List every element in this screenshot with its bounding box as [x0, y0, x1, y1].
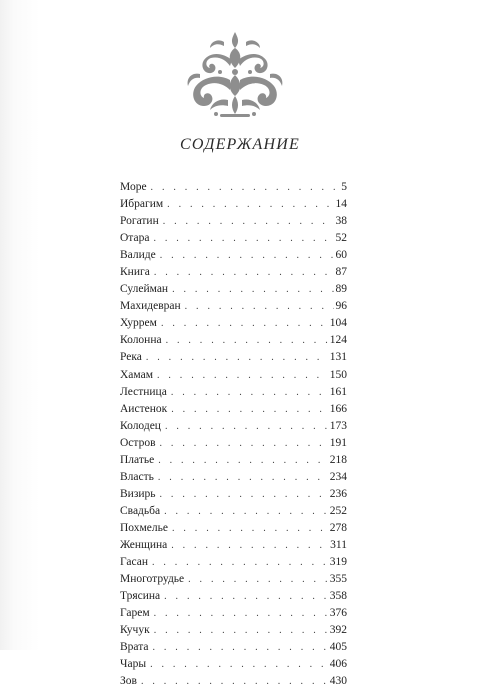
dot-leader — [157, 367, 328, 384]
toc-entry — [120, 367, 347, 384]
toc-entry — [120, 622, 347, 639]
toc-entry-page-number: 173 — [329, 419, 347, 432]
toc-entry-title: Валиде — [120, 249, 156, 262]
dot-leader — [158, 452, 328, 469]
toc-entry — [120, 605, 347, 622]
toc-entry-page-number: 406 — [329, 658, 347, 671]
toc-entry — [120, 486, 347, 503]
dot-leader — [160, 486, 328, 503]
toc-entry-page-number: 161 — [329, 385, 347, 398]
dot-leader — [141, 673, 328, 690]
dot-leader — [164, 588, 328, 605]
toc-entry-title: Махидевран — [120, 300, 181, 313]
toc-entry-title: Лестница — [120, 385, 167, 398]
toc-entry-page-number: 124 — [329, 334, 347, 347]
toc-entry — [120, 435, 347, 452]
damask-ornament-icon — [180, 30, 290, 122]
toc-entry-page-number: 52 — [335, 232, 347, 245]
toc-entry-title: Гасан — [120, 556, 148, 569]
dot-leader — [154, 622, 328, 639]
toc-entry-title: Зов — [120, 675, 137, 688]
dot-leader — [171, 401, 328, 418]
toc-entry — [120, 520, 347, 537]
toc-entry-page-number: 319 — [329, 556, 347, 569]
toc-entry — [120, 281, 347, 298]
dot-leader — [154, 605, 328, 622]
toc-entry — [120, 656, 347, 673]
toc-entry-page-number: 236 — [329, 487, 347, 500]
toc-entry — [120, 418, 347, 435]
dot-leader — [163, 213, 334, 230]
toc-entry-title: Ибрагим — [120, 198, 164, 211]
toc-entry-title: Кучук — [120, 624, 150, 637]
toc-entry-page-number: 278 — [329, 521, 347, 534]
toc-entry — [120, 673, 347, 690]
toc-entry-page-number: 14 — [335, 198, 347, 211]
toc-entry-title: Река — [120, 351, 142, 364]
toc-entry-page-number: 234 — [329, 470, 347, 483]
toc-entry-title: Чары — [120, 658, 147, 671]
dot-leader — [153, 230, 333, 247]
toc-entry — [120, 179, 347, 196]
toc-entry — [120, 315, 347, 332]
toc-entry — [120, 384, 347, 401]
toc-entry-title: Остров — [120, 436, 156, 449]
dot-leader — [161, 315, 328, 332]
dot-leader — [172, 281, 333, 298]
dot-leader — [167, 196, 333, 213]
dot-leader — [154, 264, 334, 281]
toc-entry-title: Врата — [120, 641, 149, 654]
toc-entry-title: Колонна — [120, 334, 162, 347]
toc-entry-page-number: 252 — [329, 504, 347, 517]
toc-entry-title: Свадьба — [120, 504, 161, 517]
toc-entry — [120, 554, 347, 571]
toc-entry-title: Аистенок — [120, 402, 168, 415]
toc-entry-page-number: 38 — [335, 215, 347, 228]
toc-entry-page-number: 430 — [329, 675, 347, 688]
toc-entry-page-number: 392 — [329, 624, 347, 637]
toc-entry-page-number: 218 — [329, 453, 347, 466]
dot-leader — [172, 520, 328, 537]
toc-entry-title: Многотрудье — [120, 573, 185, 586]
toc-entry-page-number: 96 — [335, 300, 347, 313]
toc-entry — [120, 349, 347, 366]
toc-entry-title: Похмелье — [120, 521, 168, 534]
dot-leader — [188, 571, 328, 588]
toc-entry-page-number: 87 — [335, 266, 347, 279]
dot-leader — [171, 537, 328, 554]
toc-entry-page-number: 89 — [335, 283, 347, 296]
toc-entry — [120, 639, 347, 656]
toc-entry-title: Хуррем — [120, 317, 157, 330]
toc-entry-page-number: 131 — [329, 351, 347, 364]
toc-entry-title: Платье — [120, 453, 155, 466]
toc-entry-page-number: 150 — [329, 368, 347, 381]
dot-leader — [152, 554, 328, 571]
toc-entry-title: Книга — [120, 266, 150, 279]
toc-entry-page-number: 166 — [329, 402, 347, 415]
toc-entry-page-number: 60 — [335, 249, 347, 262]
dot-leader — [165, 418, 328, 435]
toc-entry — [120, 298, 347, 315]
toc-entry — [120, 213, 347, 230]
toc-entry-title: Море — [120, 181, 147, 193]
toc-entry-title: Женщина — [120, 538, 168, 551]
page-title: СОДЕРЖАНИЕ — [179, 136, 301, 153]
toc-entry-title: Гарем — [120, 607, 150, 620]
toc-entry-page-number: 104 — [329, 317, 347, 330]
toc-entry-title: Сулейман — [120, 283, 169, 296]
dot-leader — [146, 349, 328, 366]
toc-entry — [120, 469, 347, 486]
toc-entry — [120, 196, 347, 213]
toc-entry — [120, 588, 347, 605]
dot-leader — [164, 503, 328, 520]
dot-leader — [151, 179, 340, 196]
toc-entry — [120, 230, 347, 247]
dot-leader — [166, 332, 328, 349]
toc-entry-title: Рогатин — [120, 215, 159, 228]
toc-entry-title: Визирь — [120, 487, 156, 500]
toc-entry-page-number: 311 — [330, 538, 347, 551]
toc-entry-title: Колодец — [120, 419, 161, 432]
toc-entry — [120, 537, 347, 554]
toc-entry-page-number: 405 — [329, 641, 347, 654]
dot-leader — [185, 298, 334, 315]
toc-entry — [120, 264, 347, 281]
toc-entry-page-number: 376 — [329, 607, 347, 620]
toc-entry-title: Отара — [120, 232, 150, 245]
dot-leader — [158, 469, 328, 486]
dot-leader — [150, 656, 328, 673]
toc-entry — [120, 247, 347, 264]
dot-leader — [153, 639, 328, 656]
toc-entry — [120, 332, 347, 349]
table-of-contents — [120, 179, 347, 690]
toc-entry-page-number: 358 — [329, 590, 347, 603]
toc-entry — [120, 571, 347, 588]
toc-entry-title: Хамам — [120, 368, 153, 381]
toc-entry-page-number: 355 — [329, 573, 347, 586]
toc-entry-page-number: 191 — [329, 436, 347, 449]
toc-entry — [120, 503, 347, 520]
toc-entry — [120, 401, 347, 418]
dot-leader — [160, 247, 334, 264]
dot-leader — [160, 435, 328, 452]
toc-entry — [120, 452, 347, 469]
toc-entry-title: Трясина — [120, 590, 161, 603]
toc-entry-title: Власть — [120, 470, 154, 483]
dot-leader — [171, 384, 328, 401]
toc-entry-page-number: 5 — [341, 181, 347, 193]
